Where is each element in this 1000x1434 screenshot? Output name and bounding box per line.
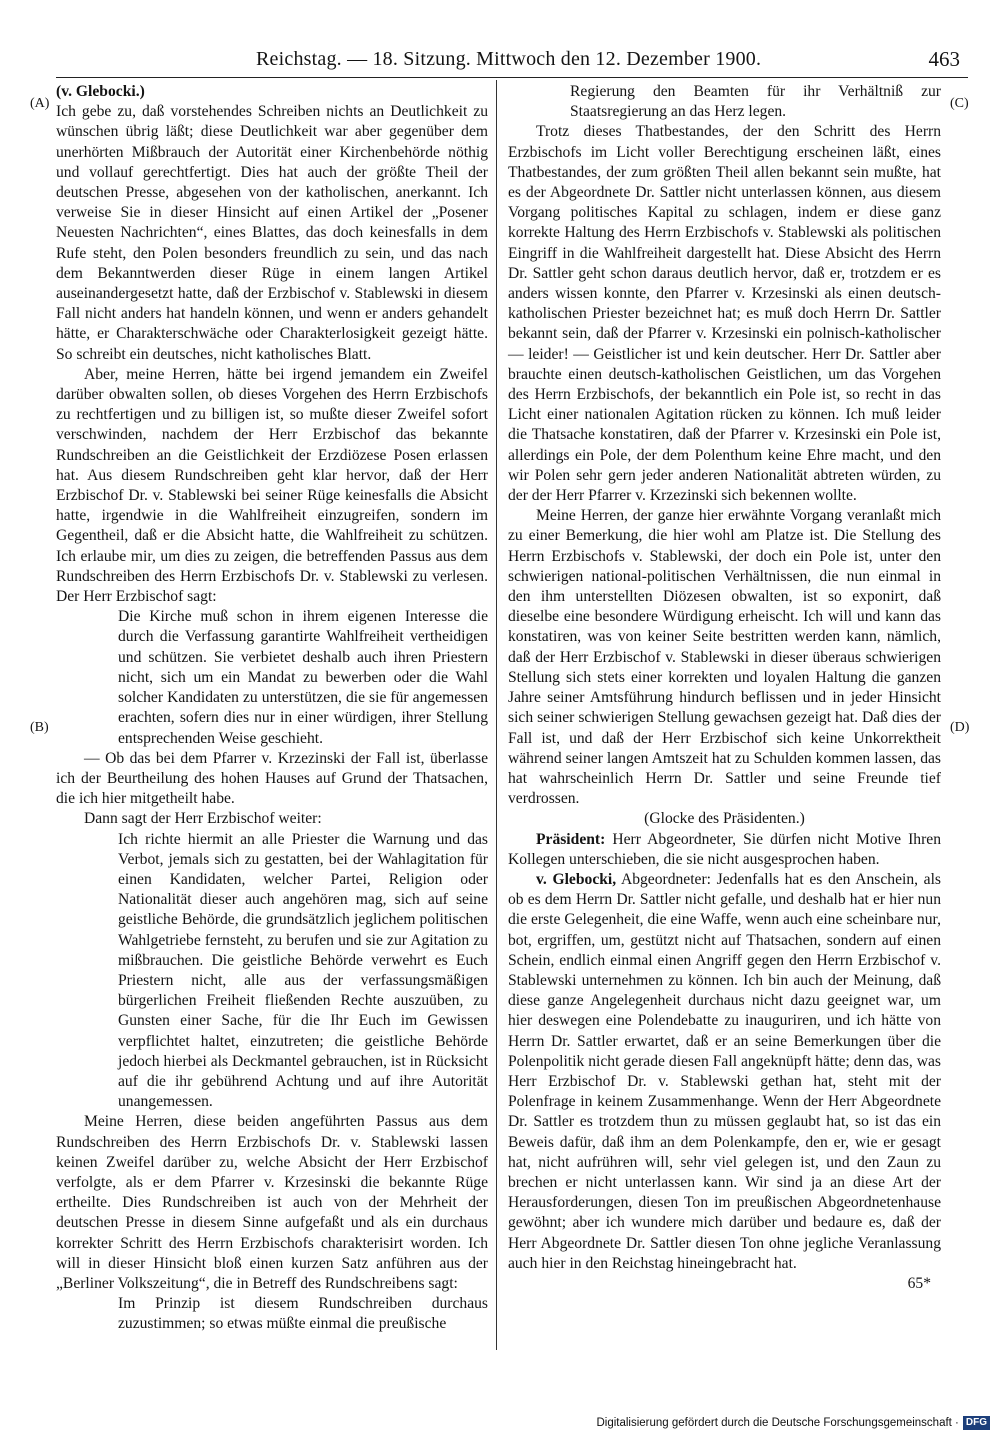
speaker-heading: (v. Glebocki.) [56,83,145,100]
margin-mark-c: (C) [950,96,969,111]
left-column [56,82,488,1335]
stage-direction: (Glocke des Präsidenten.) [644,810,805,828]
page-number: 463 [928,47,960,71]
president-text: Herr Abgeordneter, Sie dürfen nicht Motive Ihren Kollegen unterschieben, die sie nicht ausgesprochen haben. [508,830,941,868]
after-quote-2: Meine Herren, diese beiden angeführten Passus aus dem Rundschreiben des Herrn Erzbischofs Dr. v. Stablewski lassen keinen Zweifel darüber zu, welche Absicht der Herr Erzbischof verfolgte, als er dem Pfarrer v. Krzesinski die bekannte Rüge ertheilte. Dies Rundschreiben ist auch von der Mehrheit der deutschen Presse in diesem Sinne aufgefaßt und als ein durchaus korrekter Schritt des Herrn Erzbischofs charakterisirt worden. Ich will in dieser Hinsicht bloß einen kurzen Satz anführen aus der „Berliner Volkszeitung“, die in Betreff des Rundschreibens sagt: [56,1113,488,1292]
quote-block-2: Ich richte hiermit an alle Priester die Warnung und das Verbot, jemals sich zu gestatten, bei der Wahlagitation für einen Kandidaten, welcher Partei, Religion oder Nationalität dieser auch angehören mag, sich auf seine geistliche Behörde, die grundsätzlich jeglichem politischen Wahlgetriebe fernsteht, zu berufen und sie zur Agitation zu mißbrauchen. Die geistliche Behörde verwehrt es Euch Priestern nicht, alle aus der verfassungsmäßigen bürgerlichen Freiheit fließenden Rechte auszuüben, zu Gunsten einer Sache, für die Ihr Euch im Gewissen verpflichtet haltet, einzutreten; die geistliche Behörde jedoch hierbei als Deckmantel gebrauchen, ist in Rücksicht auf die ihr gebührend Achtung und auf ihre Autorität unangemessen. [118,830,488,1111]
glebocki-statement [508,870,941,1274]
margin-mark-a: (A) [30,96,50,111]
left-paragraph-1: Ich gebe zu, daß vorstehendes Schreiben nichts an Deutlichkeit zu wünschen übrig läßt; diese Deutlichkeit war aber gegenüber dem unerhörten Mißbrauch der Autorität einer Kirchenbehörde nöthig und vollauf gerechtfertigt. Dies hat auch der größte Theil der deutschen Presse, abgesehen von der katholischen, anerkannt. Ich verweise Sie in dieser Hinsicht auf einen Artikel der „Posener Neuesten Nachrichten“, eines Blattes, das doch keinesfalls in dem Rufe steht, den Polen besonders freundlich zu sein, und das nach dem Bekanntwerden dieser Rüge in einem langen Artikel auseinandergesetzt hatte, daß der Erzbischof v. Stablewski in diesem Fall nicht anders hat handeln können, und wenn er anders gehandelt hätte, er Charakterschwäche oder Charakterlosigkeit gezeigt hätte. So schreibt ein deutsches, nicht katholisches Blatt. [56,103,488,363]
quote-block-1: Die Kirche muß schon in ihrem eigenen Interesse die durch die Verfassung garantirte Wahlfreiheit vertheidigen und schützen. Sie verbietet deshalb auch ihren Priestern nicht, sich um ein Mandat zu bewerben oder die Wahl solcher Kandidaten zu unterstützen, die sie für angemessen erachten, sofern dies nur in einer würdigen, ihrer Stellung entsprechenden Weise geschieht. [118,608,488,747]
glebocki-role: Abgeordneter: [620,870,711,888]
left-paragraph-2: Aber, meine Herren, hätte bei irgend jemandem ein Zweifel darüber obwalten sollen, ob dieses Vorgehen des Herrn Erzbischofs zu rechtfertigen und zu billigen ist, so mußte dieser Zweifel sofort verschwinden, nachdem der Herr Erzbischof das bekannte Rundschreiben an die Geistlichkeit der Erzdiözese Posen erlassen hat. Aus diesem Rundschreiben geht klar hervor, daß der Herr Erzbischof Dr. v. Stablewski bei seiner Rüge keinesfalls die Absicht hatte, irgendwie in die Wahlfreiheit einzugreifen, sondern im Gegentheil, daß er die Absicht hatte, die Wahlfreiheit zu schützen. Ich erlaube mir, um dies zu zeigen, die betreffenden Passus aus dem Rundschreiben des Herrn Erzbischofs Dr. v. Stablewski zu verlesen. Der Herr Erzbischof sagt: [56,365,488,606]
right-paragraph-2: Meine Herren, der ganze hier erwähnte Vorgang veranlaßt mich zu einer Bemerkung, die hier wohl am Platze ist. Die Stellung des Herrn Erzbischofs v. Stablewski, der doch ein Pole ist, unter den schwierigen national-politischen Verhältnissen, die nun einmal in den ihm unterstellten Diözesen obwalten, ist so exponirt, daß dieselbe eine besondere Würdigung erheischt. Ich will und kann das konstatiren, was von keiner Seite bestritten werden kann, nämlich, daß der Herr Erzbischof v. Stablewski in dieser überaus schwierigen Stellung sich stets einer korrekten und loyalen Haltung die ganzen Jahre seiner Amtsführung hindurch beflissen und in jeder Hinsicht sich seiner schwierigen Stellung gewachsen gezeigt hat. Daß dies der Fall ist, und daß der Herr Erzbischof sich keine Unkorrektheit während seiner langen Amtszeit hat zu Schulden kommen lassen, das hat wahrscheinlich Herrn Dr. Sattler und seine Freunde tief verdrossen. [508,507,941,808]
margin-mark-b: (B) [30,720,49,735]
glebocki-text: Jedenfalls hat es den Anschein, als ob es dem Herrn Dr. Sattler nicht gefalle, und deshalb hat er hier nun die erste Gelegenheit, die eine Waffe, wenn auch eine scheinbare nur, bot, ergriffen, um, gestützt nicht auf Thatsachen, sondern auf einen Schein, endlich einmal einen Angriff gegen den Herrn Erzbischof v. Stablewski unternehmen zu können. Ich bin auch der Meinung, daß diese ganze Angelegenheit durchaus nicht dazu geeignet war, um hier deswegen eine Polendebatte zu inauguriren, und ich hätte von Herrn Dr. Sattler erwartet, daß er an seine Bemerkungen über die Polenpolitik nicht gerade diesen Fall angeknüpft hätte; denn das, was Herr Erzbischof Dr. v. Stablewski gethan hat, steht mit der Polenfrage in keinem Zusammenhange. Wenn der Herr Abgeordnete Dr. Sattler es trotzdem thun zu müssen geglaubt hat, so ist das ein Beweis dafür, daß ihm an dem Polenkampfe, den er, wie er gesagt hat, nicht aufrühren will, sehr viel gelegen ist, und den Zaun zu brechen er nicht unterlassen kann. Wir sind ja an diese Art der Herausforderungen, diesen Ton im preußischen Abgeordnetenhause gewöhnt; aber ich wundere mich darüber und bedaure es, daß der Herr Abgeordnete Dr. Sattler diesen Ton ohne jegliche Veranlassung auch hier in den Reichstag hineingebracht hat. [508,870,941,1272]
signature-mark: 65* [907,1274,931,1292]
president-statement [508,830,941,870]
intro-quote-2: Dann sagt der Herr Erzbischof weiter: [84,810,322,828]
footer-credit: Digitalisierung gefördert durch die Deutsche Forschungsgemeinschaft · [596,1417,959,1429]
president-speaker: Präsident: [536,830,606,848]
after-quote-1: — Ob das bei dem Pfarrer v. Krzezinski der Fall ist, überlasse ich der Beurtheilung des hohen Hauses auf Grund der Thatsachen, die ich hier mitgetheilt habe. [56,749,488,808]
column-divider [496,80,497,1350]
quote-block-3-continued: Regierung den Beamten für ihr Verhältniß zur Staatsregierung an das Herz legen. [570,83,941,121]
running-title: Reichstag. — 18. Sitzung. Mittwoch den 12. Dezember 1900. [256,48,762,70]
dfg-logo-icon: DFG [963,1416,990,1430]
page-footer [596,1414,990,1432]
quote-block-3: Im Prinzip ist diesem Rundschreiben durchaus zuzustimmen; so etwas müßte einmal die preußische [118,1295,488,1333]
header-rule [56,77,968,78]
page-header [56,44,972,74]
glebocki-speaker: v. Glebocki, [536,870,617,888]
right-column [508,82,941,1294]
right-paragraph-1: Trotz dieses Thatbestandes, der den Schritt des Herrn Erzbischofs im Licht voller Berechtigung erscheinen läßt, eines Thatbestandes, der zum größten Theil allen bekannt sein mußte, hat es der Abgeordnete Dr. Sattler nicht unterlassen können, aus diesem Vorgang politisches Kapital zu schlagen, indem er diese ganz korrekte Haltung des Herrn Erzbischofs v. Stablewski als politischen Eingriff in die Wahlfreiheit dargestellt hat. Diese Absicht des Herrn Dr. Sattler geht schon daraus deutlich hervor, daß er, trotzdem er es anders wissen konnte, den Pfarrer v. Krzesinski als einen deutsch-katholischen Priester bezeichnet hat; es muß doch Herrn Dr. Sattler bekannt sein, daß der Pfarrer v. Krzesinski ein polnisch-katholischer — leider! — Geistlicher ist und kein deutscher. Herr Dr. Sattler aber brauchte einen deutsch-katholischen Geistlichen, um das Vorgehen des Herrn Erzbischofs, der bekanntlich ein Pole ist, so recht in das Licht einer nationalen Agitation rücken zu können. Ich muß leider die Thatsache konstatiren, daß der Pfarrer v. Krzesinski ein Pole ist, allerdings ein Pole, der dem Polenthum keine Ehre macht, und den wir Polen sehr gern jeder anderen Nationalität abtreten würden, zu der der Herr Pfarrer v. Krzezinski sich bekennen wollte. [508,123,941,505]
margin-mark-d: (D) [950,720,970,735]
